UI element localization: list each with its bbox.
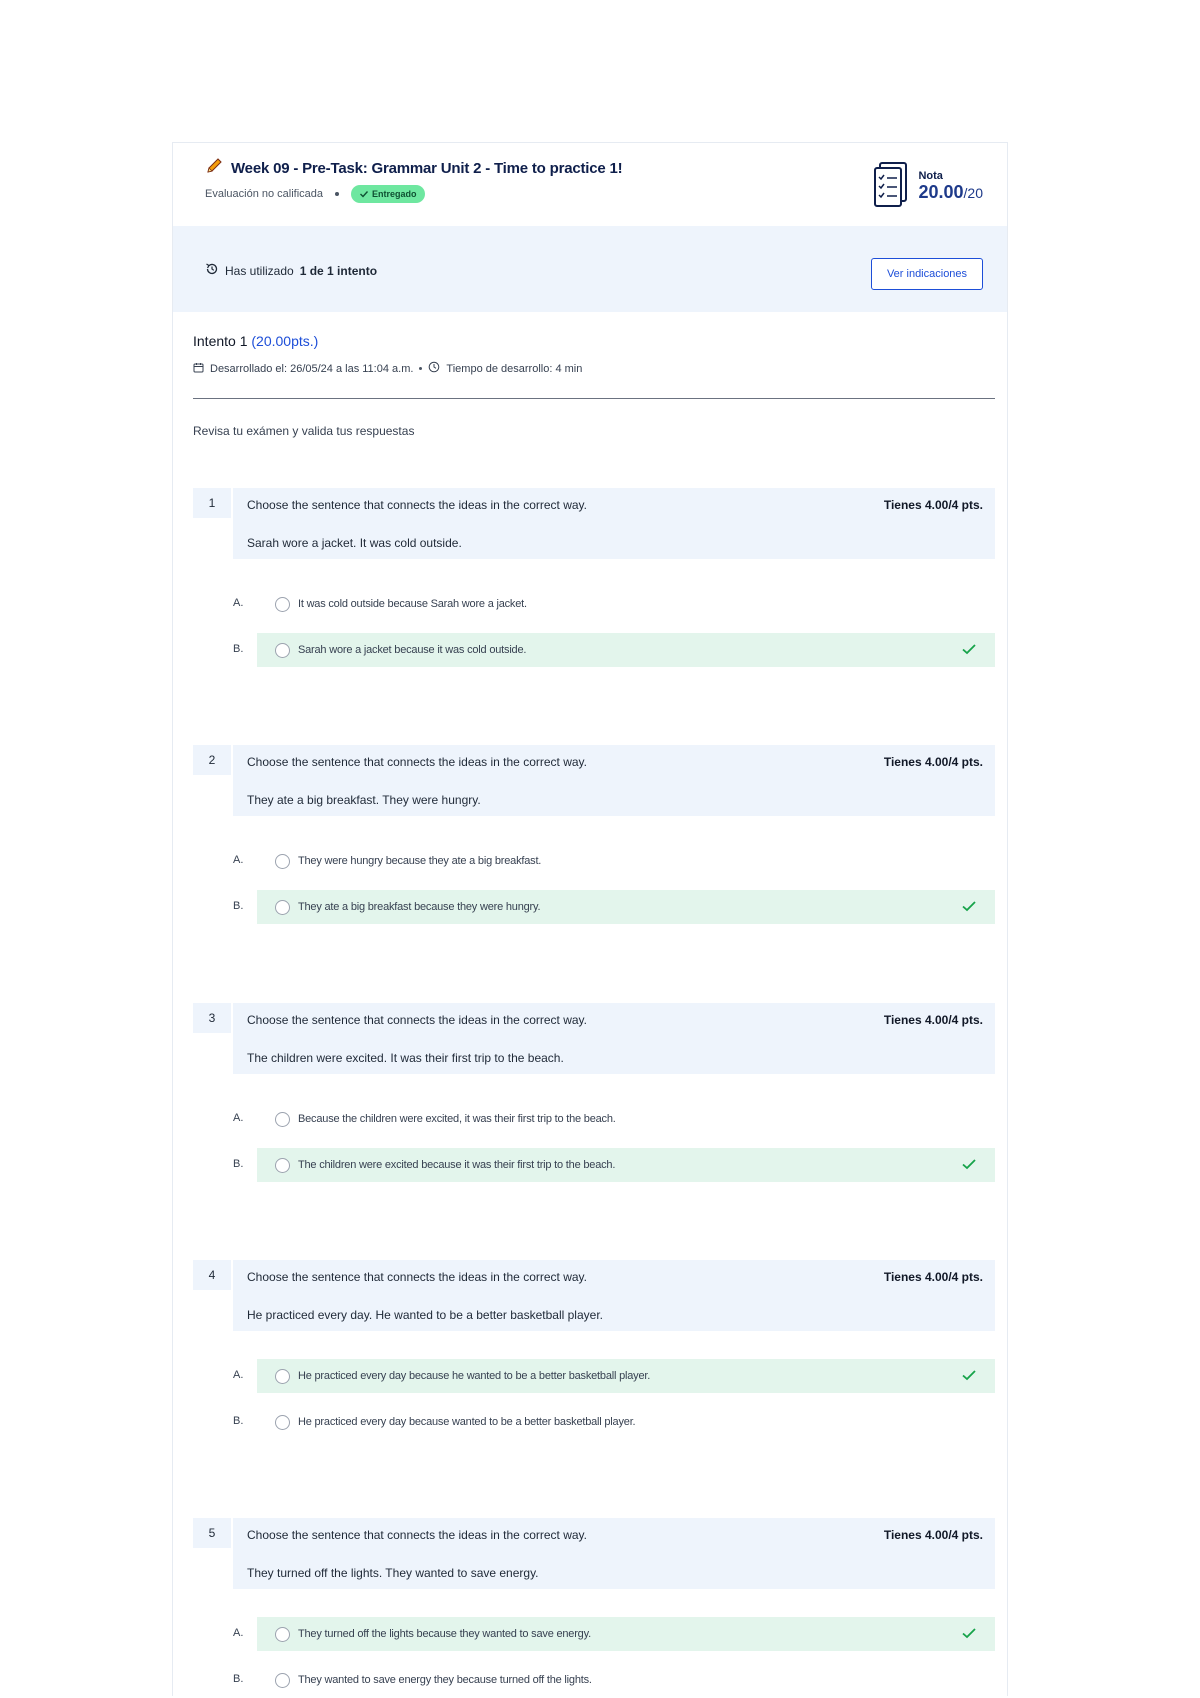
grade-value bbox=[918, 182, 983, 203]
page-title: Week 09 - Pre-Task: Grammar Unit 2 - Time to practice 1! bbox=[231, 160, 623, 177]
option-body bbox=[257, 890, 995, 924]
grade-text bbox=[918, 170, 983, 203]
question-sentence: He practiced every day. He wanted to be a better basketball player. bbox=[247, 1308, 603, 1322]
answer-option[interactable] bbox=[193, 844, 995, 878]
option-text: Because the children were excited, it was their first trip to the beach. bbox=[298, 1113, 616, 1125]
radio-button[interactable] bbox=[275, 1673, 290, 1688]
question-score: Tienes 4.00/4 pts. bbox=[883, 1528, 983, 1542]
option-text: They turned off the lights because they wanted to save energy. bbox=[298, 1628, 591, 1640]
attempts-bar bbox=[173, 226, 1007, 312]
answer-option[interactable] bbox=[193, 1663, 995, 1697]
separator-dot bbox=[419, 367, 422, 370]
radio-button[interactable] bbox=[275, 643, 290, 658]
radio-button[interactable] bbox=[275, 1158, 290, 1173]
question-sentence: They ate a big breakfast. They were hungry. bbox=[247, 793, 481, 807]
option-body bbox=[257, 587, 995, 621]
option-body bbox=[257, 1148, 995, 1182]
question-sentence: They turned off the lights. They wanted to save energy. bbox=[247, 1566, 539, 1580]
question-score: Tienes 4.00/4 pts. bbox=[883, 755, 983, 769]
history-icon bbox=[205, 262, 219, 279]
option-body bbox=[257, 1663, 995, 1697]
question-prompt: Choose the sentence that connects the ideas in the correct way. bbox=[247, 498, 587, 512]
correct-check-icon bbox=[961, 1368, 977, 1387]
clock-icon bbox=[428, 361, 440, 376]
correct-check-icon bbox=[961, 899, 977, 918]
grade-label: Nota bbox=[918, 170, 943, 182]
exam-header bbox=[173, 143, 1007, 226]
attempts-count: 1 de 1 intento bbox=[299, 263, 378, 278]
option-body bbox=[257, 1359, 995, 1393]
question-score: Tienes 4.00/4 pts. bbox=[883, 1270, 983, 1284]
separator-dot bbox=[335, 192, 339, 196]
radio-button[interactable] bbox=[275, 597, 290, 612]
attempt-meta bbox=[193, 361, 582, 376]
question-box bbox=[233, 745, 995, 816]
question-prompt: Choose the sentence that connects the ideas in the correct way. bbox=[247, 1013, 587, 1027]
option-letter: A. bbox=[233, 854, 244, 866]
exam-card bbox=[172, 142, 1008, 1696]
development-time: Tiempo de desarrollo: 4 min bbox=[446, 362, 583, 375]
attempt-points: (20.00pts.) bbox=[251, 333, 319, 349]
option-letter: A. bbox=[233, 597, 244, 609]
radio-button[interactable] bbox=[275, 1369, 290, 1384]
question-box bbox=[233, 1518, 995, 1589]
correct-check-icon bbox=[961, 1157, 977, 1176]
answer-option[interactable] bbox=[193, 1405, 995, 1439]
subtitle-row bbox=[205, 185, 425, 203]
option-text: The children were excited because it was their first trip to the beach. bbox=[298, 1159, 616, 1171]
calendar-icon bbox=[193, 362, 204, 376]
option-text: He practiced every day because he wanted to be a better basketball player. bbox=[298, 1370, 651, 1382]
check-icon bbox=[359, 189, 369, 199]
grade-score: 20.00 bbox=[918, 182, 964, 202]
question-number: 5 bbox=[193, 1518, 231, 1548]
question-4 bbox=[193, 1260, 995, 1440]
attempt-title bbox=[193, 333, 582, 349]
option-text: They ate a big breakfast because they were hungry. bbox=[298, 901, 541, 913]
question-score: Tienes 4.00/4 pts. bbox=[883, 498, 983, 512]
evaluation-type: Evaluación no calificada bbox=[205, 188, 324, 200]
question-number: 1 bbox=[193, 488, 231, 518]
question-box bbox=[233, 488, 995, 559]
radio-button[interactable] bbox=[275, 854, 290, 869]
question-number: 3 bbox=[193, 1003, 231, 1033]
answer-option[interactable] bbox=[193, 633, 995, 667]
correct-check-icon bbox=[961, 1626, 977, 1645]
title-row bbox=[205, 157, 622, 180]
status-badge bbox=[351, 185, 425, 203]
question-prompt: Choose the sentence that connects the ideas in the correct way. bbox=[247, 755, 587, 769]
answer-option[interactable] bbox=[193, 890, 995, 924]
option-body bbox=[257, 1617, 995, 1651]
status-badge-label: Entregado bbox=[372, 189, 417, 199]
option-letter: A. bbox=[233, 1369, 244, 1381]
option-text: He practiced every day because wanted to be a better basketball player. bbox=[298, 1416, 636, 1428]
answer-option[interactable] bbox=[193, 1617, 995, 1651]
option-text: It was cold outside because Sarah wore a jacket. bbox=[298, 598, 527, 610]
answer-option[interactable] bbox=[193, 1148, 995, 1182]
pencil-icon bbox=[205, 157, 225, 180]
question-number: 4 bbox=[193, 1260, 231, 1290]
option-letter: B. bbox=[233, 1158, 244, 1170]
radio-button[interactable] bbox=[275, 1112, 290, 1127]
question-sentence: Sarah wore a jacket. It was cold outside. bbox=[247, 536, 462, 550]
divider bbox=[193, 398, 995, 399]
question-5 bbox=[193, 1518, 995, 1698]
option-body bbox=[257, 1405, 995, 1439]
radio-button[interactable] bbox=[275, 1627, 290, 1642]
answer-option[interactable] bbox=[193, 1359, 995, 1393]
radio-button[interactable] bbox=[275, 1415, 290, 1430]
option-letter: B. bbox=[233, 900, 244, 912]
review-instructions: Revisa tu exámen y valida tus respuestas bbox=[193, 424, 415, 438]
question-number: 2 bbox=[193, 745, 231, 775]
option-letter: B. bbox=[233, 1673, 244, 1685]
attempts-info bbox=[205, 262, 377, 279]
question-prompt: Choose the sentence that connects the ideas in the correct way. bbox=[247, 1270, 587, 1284]
attempt-label: Intento 1 bbox=[193, 333, 248, 349]
answer-option[interactable] bbox=[193, 587, 995, 621]
correct-check-icon bbox=[961, 642, 977, 661]
document-icon bbox=[872, 161, 910, 212]
option-letter: B. bbox=[233, 643, 244, 655]
question-2 bbox=[193, 745, 995, 925]
question-prompt: Choose the sentence that connects the ideas in the correct way. bbox=[247, 1528, 587, 1542]
attempt-header bbox=[193, 333, 582, 376]
question-1 bbox=[193, 488, 995, 668]
option-body bbox=[257, 844, 995, 878]
view-instructions-button[interactable]: Ver indicaciones bbox=[871, 258, 983, 290]
option-text: They wanted to save energy they because turned off the lights. bbox=[298, 1674, 592, 1686]
question-3 bbox=[193, 1003, 995, 1183]
attempts-prefix: Has utilizado bbox=[225, 263, 294, 278]
question-box bbox=[233, 1003, 995, 1074]
option-letter: A. bbox=[233, 1112, 244, 1124]
option-body bbox=[257, 1102, 995, 1136]
answer-option[interactable] bbox=[193, 1102, 995, 1136]
grade-max: /20 bbox=[963, 185, 983, 201]
option-text: Sarah wore a jacket because it was cold outside. bbox=[298, 644, 527, 656]
radio-button[interactable] bbox=[275, 900, 290, 915]
option-letter: A. bbox=[233, 1627, 244, 1639]
option-text: They were hungry because they ate a big breakfast. bbox=[298, 855, 542, 867]
grade-box bbox=[872, 161, 983, 212]
option-body bbox=[257, 633, 995, 667]
question-sentence: The children were excited. It was their first trip to the beach. bbox=[247, 1051, 564, 1065]
option-letter: B. bbox=[233, 1415, 244, 1427]
developed-date: Desarrollado el: 26/05/24 a las 11:04 a.m. bbox=[210, 362, 414, 375]
question-box bbox=[233, 1260, 995, 1331]
question-score: Tienes 4.00/4 pts. bbox=[883, 1013, 983, 1027]
